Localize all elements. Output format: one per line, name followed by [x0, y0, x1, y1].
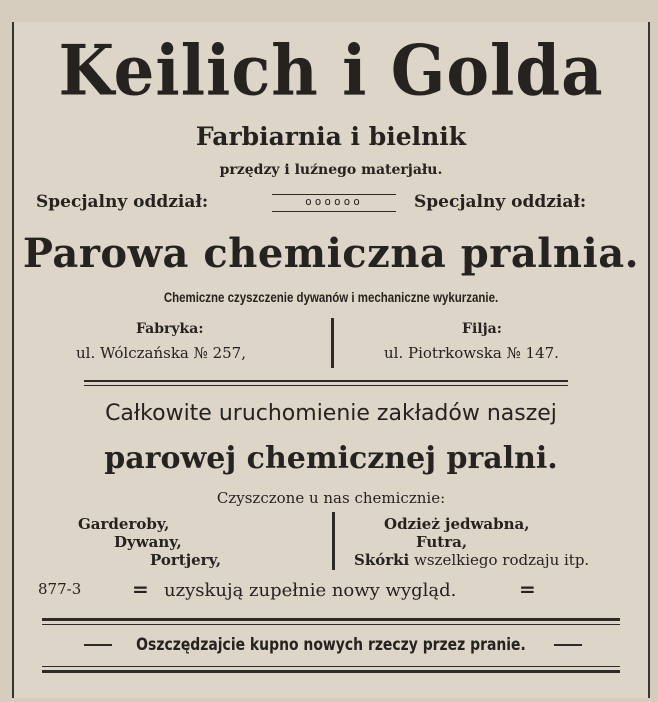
bottom-rule-upper-thin — [42, 624, 620, 625]
branch-address: ul. Piotrkowska № 147. — [384, 344, 559, 362]
item-right-1: Odzież jedwabna, — [384, 515, 530, 533]
company-title: Keilich i Golda — [58, 30, 604, 112]
headline: Parowa chemiczna pralnia. — [22, 230, 640, 277]
advertisement — [12, 22, 650, 698]
divider-rule-top — [84, 380, 568, 382]
list-divider — [332, 512, 335, 570]
subheadline: Chemiczne czyszczenie dywanów i mechaniczne wykurzanie. — [163, 289, 499, 305]
item-right-3-bold: Skórki — [354, 551, 410, 569]
item-left-2: Dywany, — [114, 533, 182, 551]
special-department-left: Specjalny oddział: — [36, 192, 209, 212]
address-divider — [331, 318, 334, 368]
special-department-right: Specjalny oddział: — [414, 192, 587, 212]
slogan-dash-right — [554, 644, 582, 646]
item-right-2: Futra, — [416, 533, 468, 551]
slogan: Oszczędzajcie kupno nowych rzeczy przez pranie. — [136, 635, 526, 655]
announcement-line-2: parowej chemicznej pralni. — [104, 441, 558, 476]
announcement-line-1: Całkowite uruchomienie zakładów naszej — [105, 401, 557, 426]
bottom-rule-lower — [42, 670, 620, 673]
business-subtitle-detail: przędzy i luźnego materjału. — [219, 162, 443, 178]
result-mark-right: = — [519, 577, 536, 601]
cleaned-intro: Czyszczone u nas chemicznie: — [216, 489, 446, 507]
business-subtitle: Farbiarnia i bielnik — [195, 122, 467, 151]
item-right-3 — [354, 550, 589, 570]
item-left-1: Garderoby, — [78, 515, 170, 533]
factory-label: Fabryka: — [136, 321, 204, 337]
bottom-rule-upper — [42, 618, 620, 621]
divider-rule-top-thin — [84, 385, 568, 386]
item-left-3: Portjery, — [150, 551, 222, 569]
result-line: uzyskują zupełnie nowy wygląd. — [164, 580, 457, 601]
bottom-rule-lower-thin — [42, 666, 620, 667]
ornament-circles: oooooo — [272, 194, 396, 212]
factory-address: ul. Wólczańska № 257, — [76, 344, 246, 362]
branch-label: Filja: — [462, 321, 502, 337]
item-right-3-rest: wszelkiego rodzaju itp. — [409, 551, 590, 569]
reference-number: 877-3 — [38, 580, 82, 598]
result-mark-left: = — [132, 577, 149, 601]
